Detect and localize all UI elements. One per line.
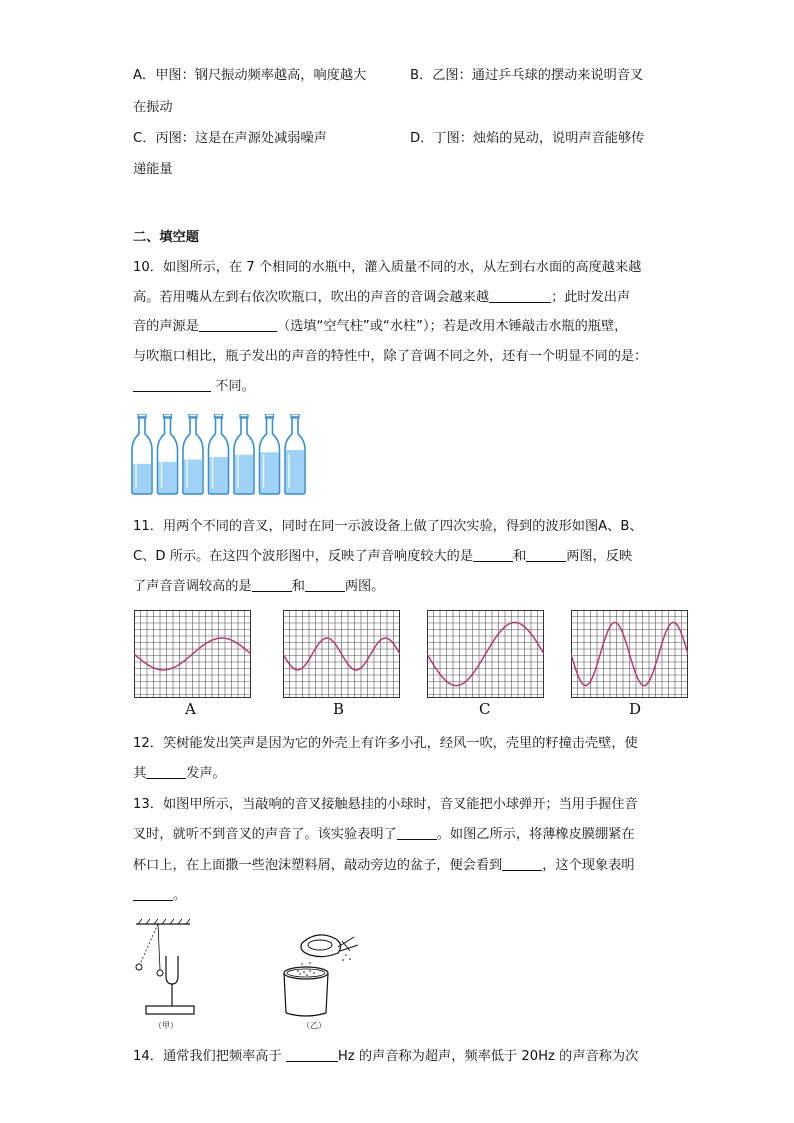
- q9-option-d-cont: 递能量: [133, 162, 173, 177]
- waveform-a: [134, 610, 251, 698]
- waveform-b: [283, 610, 400, 698]
- q10-line4: 与吹瓶口相比，瓶子发出的声音的特性中，除了音调不同之外，还有一个明显不同的是：: [133, 349, 648, 364]
- tuning-fork-figure: [130, 918, 210, 1030]
- bottle: [260, 414, 280, 494]
- figure-caption-yi: （乙）: [302, 1021, 326, 1030]
- q12-line2: 其 发声。: [133, 766, 226, 781]
- answer-blank[interactable]: [305, 577, 345, 592]
- q10-line1: 10．如图所示，在 7 个相同的水瓶中，灌入质量不同的水，从左到右水面的高度越来越: [133, 260, 642, 275]
- bottle: [183, 414, 203, 494]
- q13-line2: 叉时，就听不到音叉的声音了。该实验表明了 。如图乙所示，将薄橡皮膜绷紧在: [133, 827, 635, 842]
- answer-blank[interactable]: [133, 886, 173, 901]
- answer-blank[interactable]: [146, 764, 186, 779]
- bottle: [234, 414, 254, 494]
- waveform-d: [571, 610, 688, 698]
- bottle: [158, 414, 178, 494]
- q11-line3: 了声音音调较高的是 和 两图。: [133, 579, 385, 594]
- q9-option-d: D．丁图：烛焰的晃动，说明声音能够传: [410, 131, 645, 146]
- answer-blank[interactable]: [286, 1047, 338, 1062]
- bottle: [285, 414, 305, 494]
- answer-blank[interactable]: [199, 317, 277, 332]
- q12-line1: 12．笑树能发出笑声是因为它的外壳上有许多小孔，经风一吹，壳里的籽撞击壳壁，使: [133, 736, 638, 751]
- waveform-label-a: A: [185, 700, 196, 718]
- answer-blank[interactable]: [489, 288, 551, 303]
- q9-option-a: A．甲图：钢尺振动频率越高，响度越大: [133, 68, 367, 83]
- answer-blank[interactable]: [133, 377, 211, 392]
- drum-pan-figure: [280, 925, 364, 1025]
- bottle: [209, 414, 229, 494]
- q9-option-b-cont: 在振动: [133, 100, 173, 115]
- q11-line1: 11．用两个不同的音叉，同时在同一示波设备上做了四次实验，得到的波形如图A、B、: [133, 519, 643, 534]
- q11-line2: C、D 所示。在这四个波形图中，反映了声音响度较大的是 和 两图，反映: [133, 549, 633, 564]
- bottle: [132, 414, 152, 494]
- q13-line3: 杯口上，在上面撒一些泡沫塑料屑，敲动旁边的盆子，便会看到 ，这个现象表明: [133, 858, 635, 873]
- figure-caption-jia: （甲）: [154, 1021, 178, 1030]
- waveform-label-c: C: [479, 700, 491, 718]
- bottles-figure: [130, 414, 310, 496]
- answer-blank[interactable]: [502, 856, 542, 871]
- q10-line2: 高。若用嘴从左到右依次吹瓶口，吹出的声音的音调会越来越 ；此时发出声: [133, 290, 631, 305]
- q10-line5: 不同。: [133, 377, 255, 397]
- q9-option-c: C．丙图：这是在声源处减弱噪声: [133, 131, 327, 146]
- answer-blank[interactable]: [526, 547, 566, 562]
- q13-line1: 13．如图甲所示，当敲响的音叉接触悬挂的小球时，音叉能把小球弹开；当用手握住音: [133, 797, 638, 812]
- q9-option-b: B．乙图：通过乒乓球的摆动来说明音叉: [410, 68, 644, 83]
- q10-line3: 音的声源是 （选填“空气柱”或“水柱”）；若是改用木锤敲击水瓶的瓶壁，: [133, 319, 628, 334]
- answer-blank[interactable]: [397, 825, 437, 840]
- answer-blank[interactable]: [252, 577, 292, 592]
- waveform-c: [427, 610, 544, 698]
- q13-line4: 。: [133, 886, 186, 906]
- q14-line1: 14．通常我们把频率高于 Hz 的声音称为超声，频率低于 20Hz 的声音称为次: [133, 1049, 639, 1064]
- answer-blank[interactable]: [473, 547, 513, 562]
- section-heading: 二、填空题: [133, 230, 199, 245]
- waveform-label-b: B: [333, 700, 345, 718]
- waveform-label-d: D: [629, 700, 642, 718]
